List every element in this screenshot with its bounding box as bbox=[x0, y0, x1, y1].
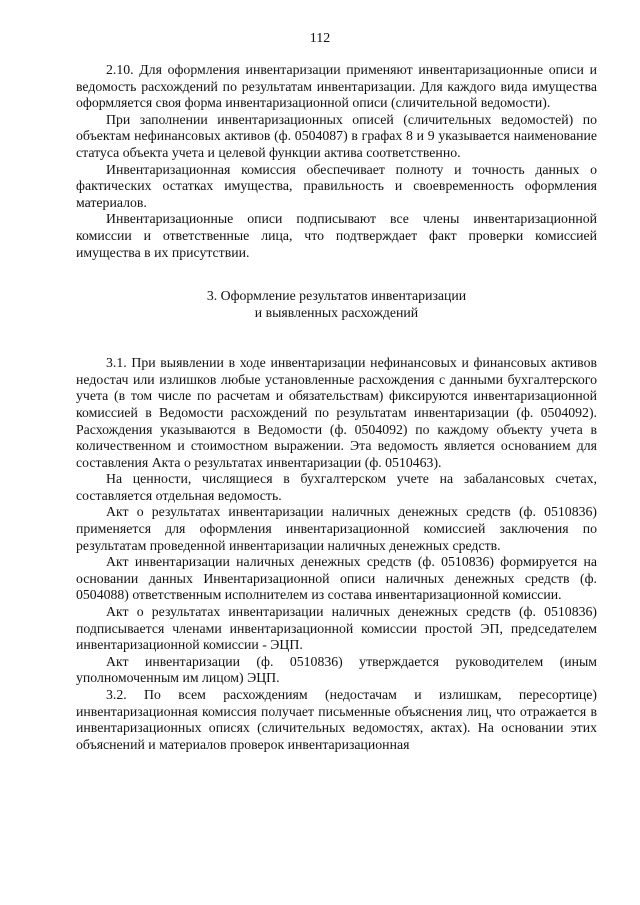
paragraph-cash-act-purpose: Акт о результатах инвентаризации наличных денежных средств (ф. 0510836) применяется для оформления инвентаризационной комиссией заключения по результатам проведенной инвентаризации наличных денежных средств. bbox=[76, 504, 597, 553]
paragraph-signatures: Инвентаризационные описи подписывают все члены инвентаризационной комиссии и ответственные лица, что подтверждает факт проверки комиссией имущества в их присутствии. bbox=[76, 211, 597, 260]
paragraph-3-1: 3.1. При выявлении в ходе инвентаризации нефинансовых и финансовых активов недостач или излишков любые установленные расхождения с данными бухгалтерского учета (в том числе по расчетам и обязательствам) фиксируются инвентаризационной комиссией в Ведомости расхождений по результатам инвентаризации (ф. 0504092). Расхождения указываются в Ведомости (ф. 0504092) по каждому объекту учета в количественном и стоимостном выражении. Эта ведомость является основанием для составления Акта о результатах инвентаризации (ф. 0510463). bbox=[76, 355, 597, 470]
section-heading-line-2: и выявленных расхождений bbox=[254, 305, 419, 321]
page-number: 112 bbox=[309, 31, 331, 46]
paragraph-2-10: 2.10. Для оформления инвентаризации применяют инвентаризационные описи и ведомость расхождений по результатам инвентаризации. Для каждого вида имущества оформляется своя форма инвентаризационной описи (сличительной ведомости). bbox=[76, 62, 597, 111]
paragraph-cash-act-approval: Акт инвентаризации (ф. 0510836) утверждается руководителем (иным уполномоченным им лицом) ЭЦП. bbox=[76, 653, 597, 686]
paragraph-cash-act-signing: Акт о результатах инвентаризации наличных денежных средств (ф. 0510836) подписывается членами инвентаризационной комиссии простой ЭП, председателем инвентаризационной комиссии - ЭЦП. bbox=[76, 604, 597, 653]
document-body bbox=[76, 62, 597, 753]
paragraph-off-balance: На ценности, числящиеся в бухгалтерском учете на забалансовых счетах, составляется отдельная ведомость. bbox=[76, 471, 597, 503]
paragraph-commission-accuracy: Инвентаризационная комиссия обеспечивает полноту и точность данных о фактических остатках имущества, правильность и своевременность оформления материалов. bbox=[76, 161, 597, 210]
section-heading bbox=[76, 287, 597, 321]
paragraph-3-2: 3.2. По всем расхождениям (недостачам и излишкам, пересортице) инвентаризационная комиссия получает письменные объяснения лиц, что отражается в инвентаризационных описях (сличительных ведомостях, актах). На основании этих объяснений и материалов проверок инвентаризационная bbox=[76, 687, 597, 752]
paragraph-cash-act-formation: Акт инвентаризации наличных денежных средств (ф. 0510836) формируется на основании данных Инвентаризационной описи наличных денежных средств (ф. 0504088) ответственным исполнителем из состава инвентаризационной комиссии. bbox=[76, 554, 597, 603]
paragraph-filling-inventories: При заполнении инвентаризационных описей (сличительных ведомостей) по объектам нефинансовых активов (ф. 0504087) в графах 8 и 9 указывается наименование статуса объекта учета и целевой функции актива соответственно. bbox=[76, 111, 597, 160]
section-heading-line-1: 3. Оформление результатов инвентаризации bbox=[206, 288, 467, 304]
